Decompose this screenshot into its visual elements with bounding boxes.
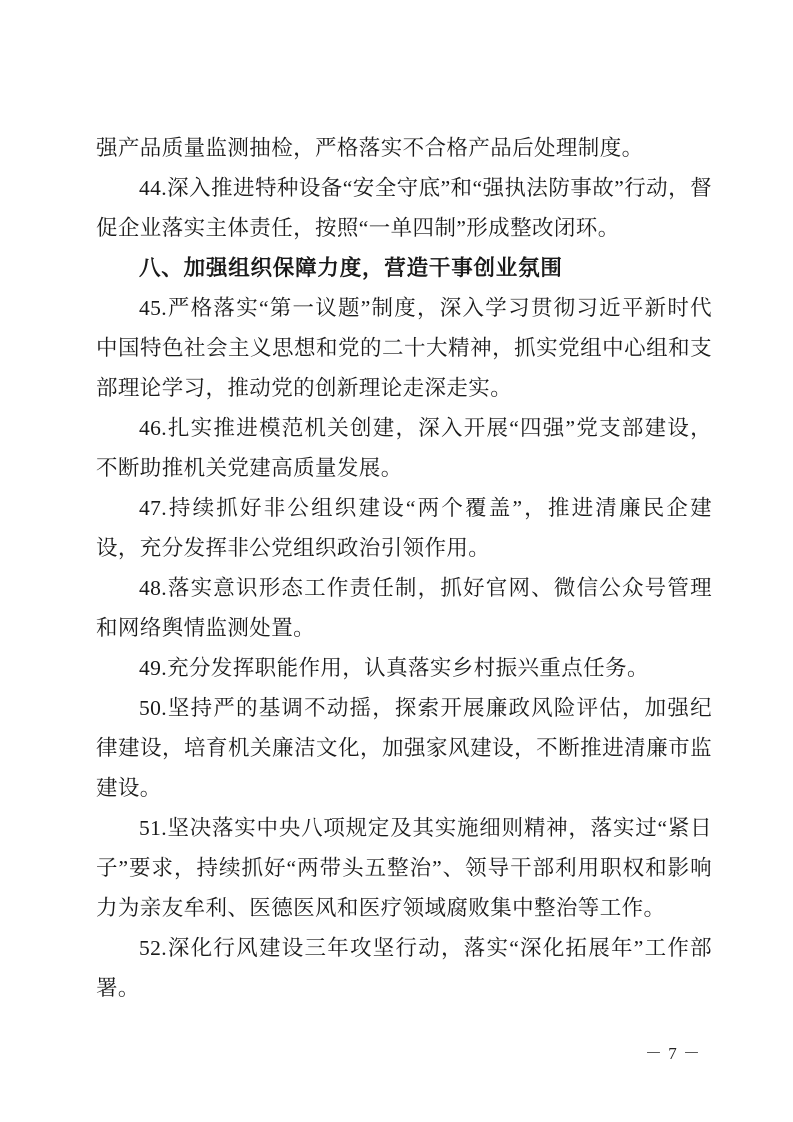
document-body [96, 128, 712, 1008]
body-paragraph: 强产品质量监测抽检，严格落实不合格产品后处理制度。 [96, 136, 644, 160]
body-paragraph: 51.坚决落实中央八项规定及其实施细则精神，落实过“紧日子”要求，持续抓好“两带头五整治”、领导干部利用职权和影响力为亲友牟利、医德医风和医疗领域腐败集中整治等工作。 [96, 816, 712, 920]
body-paragraph: 50.坚持严的基调不动摇，探索开展廉政风险评估，加强纪律建设，培育机关廉洁文化，加强家风建设，不断推进清廉市监建设。 [96, 696, 712, 800]
body-paragraph: 46.扎实推进模范机关创建，深入开展“四强”党支部建设，不断助推机关党建高质量发展。 [96, 416, 712, 480]
page-number: － 7 － [645, 1044, 701, 1063]
body-paragraph: 48.落实意识形态工作责任制，抓好官网、微信公众号管理和网络舆情监测处置。 [96, 576, 712, 640]
body-paragraph: 52.深化行风建设三年攻坚行动，落实“深化拓展年”工作部署。 [96, 936, 712, 1000]
section-heading: 八、加强组织保障力度，营造干事创业氛围 [139, 256, 563, 280]
body-paragraph: 49.充分发挥职能作用，认真落实乡村振兴重点任务。 [139, 656, 649, 680]
body-paragraph: 44.深入推进特种设备“安全守底”和“强执法防事故”行动，督促企业落实主体责任，按照“一单四制”形成整改闭环。 [96, 176, 712, 240]
body-paragraph: 47.持续抓好非公组织建设“两个覆盖”，推进清廉民企建设，充分发挥非公党组织政治引领作用。 [96, 496, 712, 560]
body-paragraph: 45.严格落实“第一议题”制度，深入学习贯彻习近平新时代中国特色社会主义思想和党的二十大精神，抓实党组中心组和支部理论学习，推动党的创新理论走深走实。 [96, 296, 712, 400]
